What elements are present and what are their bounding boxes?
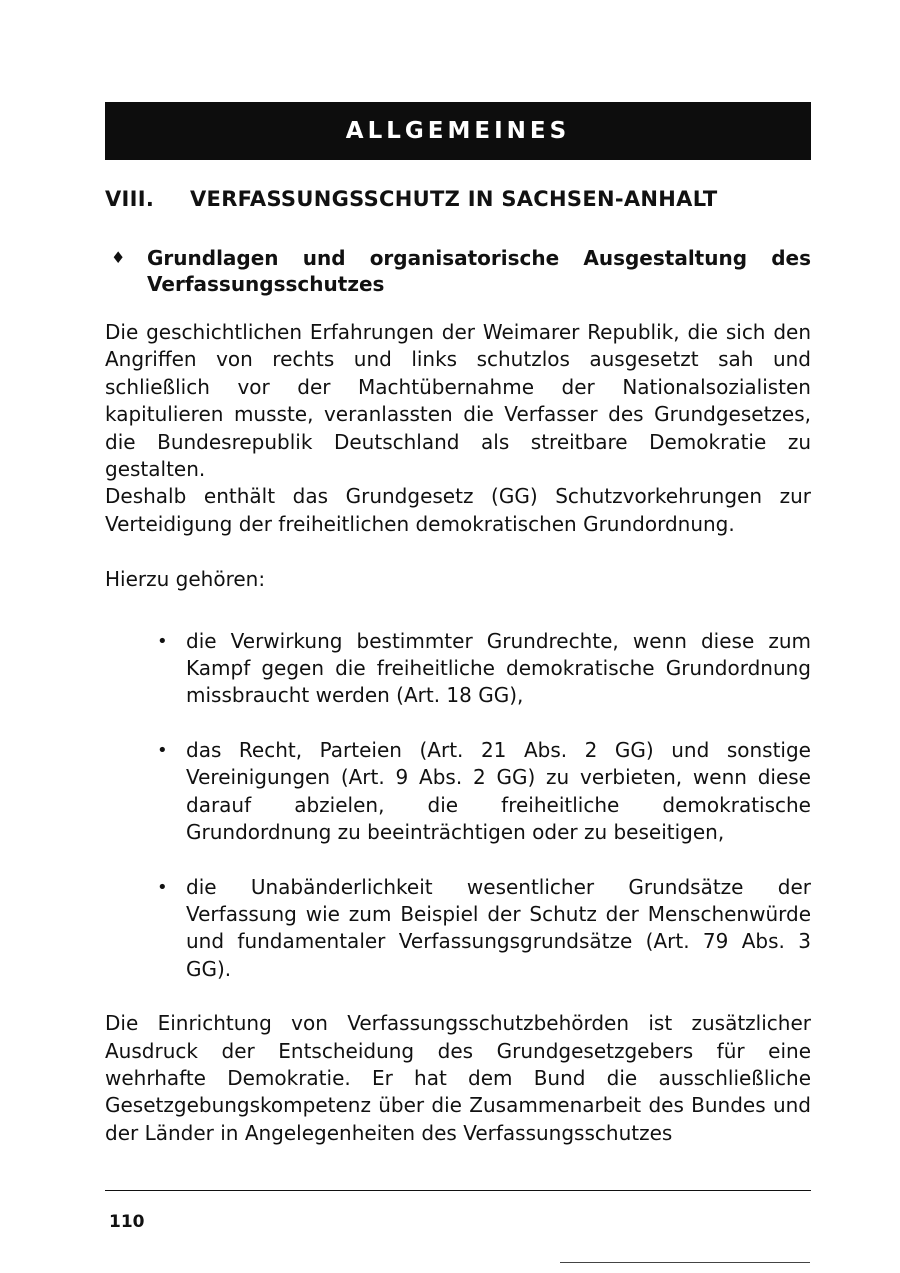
bullet-icon: • (157, 739, 168, 761)
safeguards-list (105, 628, 811, 983)
page-content (105, 102, 811, 1147)
list-item-text: das Recht, Parteien (Art. 21 Abs. 2 GG) und sonstige Vereinigungen (Art. 9 Abs. 2 GG) zu verbieten, wenn diese darauf abzielen, die freiheitliche demokratische Grundordnung zu beeinträchtigen oder zu beseitigen, (186, 737, 811, 845)
paragraph-safeguards: Deshalb enthält das Grundgesetz (GG) Schutzvorkehrungen zur Verteidigung der freiheitlichen demokratischen Grundordnung. (105, 484, 811, 536)
bullet-icon: • (157, 876, 168, 898)
diamond-bullet-icon: ♦ (111, 248, 126, 267)
chapter-title: VERFASSUNGSSCHUTZ IN SACHSEN-ANHALT (190, 187, 718, 211)
chapter-heading (105, 187, 811, 211)
section-banner-label: ALLGEMEINES (345, 118, 571, 144)
paragraph-authorities: Die Einrichtung von Verfassungsschutzbehörden ist zusätzlicher Ausdruck der Entscheidung des Grundgesetzgebers für eine wehrhafte Demokratie. Er hat dem Bund die ausschließliche Gesetzgebungskompetenz über die Zusammenarbeit des Bundes und der Länder in Angelegenheiten des Verfassungsschutzes (105, 1011, 811, 1145)
list-item (153, 628, 811, 710)
bullet-icon: • (157, 630, 168, 652)
section-banner (105, 102, 811, 160)
subsection-heading (105, 245, 811, 297)
page-number: 110 (109, 1212, 145, 1232)
subsection-title: Grundlagen und organisatorische Ausgestaltung des Verfassungsschutzes (147, 246, 811, 296)
footer-divider (105, 1190, 811, 1191)
chapter-number: VIII. (105, 187, 155, 211)
list-item (153, 737, 811, 847)
paragraph-history: Die geschichtlichen Erfahrungen der Weimarer Republik, die sich den Angriffen von rechts und links schutzlos ausgesetzt sah und schließlich vor der Machtübernahme der Nationalsozialisten kapitulieren musste, veranlassten die Verfasser des Grundgesetzes, die Bundesrepublik Deutschland als streitbare Demokratie zu gestalten. (105, 320, 811, 482)
list-item (153, 874, 811, 984)
list-item-text: die Verwirkung bestimmter Grundrechte, wenn diese zum Kampf gegen die freiheitliche demokratische Grundordnung missbraucht werden (Art. 18 GG), (186, 628, 811, 708)
bottom-edge-line (560, 1262, 810, 1263)
paragraph-list-intro: Hierzu gehören: (105, 567, 266, 592)
list-item-text: die Unabänderlichkeit wesentlicher Grundsätze der Verfassung wie zum Beispiel der Schutz der Menschenwürde und fundamentaler Verfassungsgrundsätze (Art. 79 Abs. 3 GG). (186, 874, 811, 981)
